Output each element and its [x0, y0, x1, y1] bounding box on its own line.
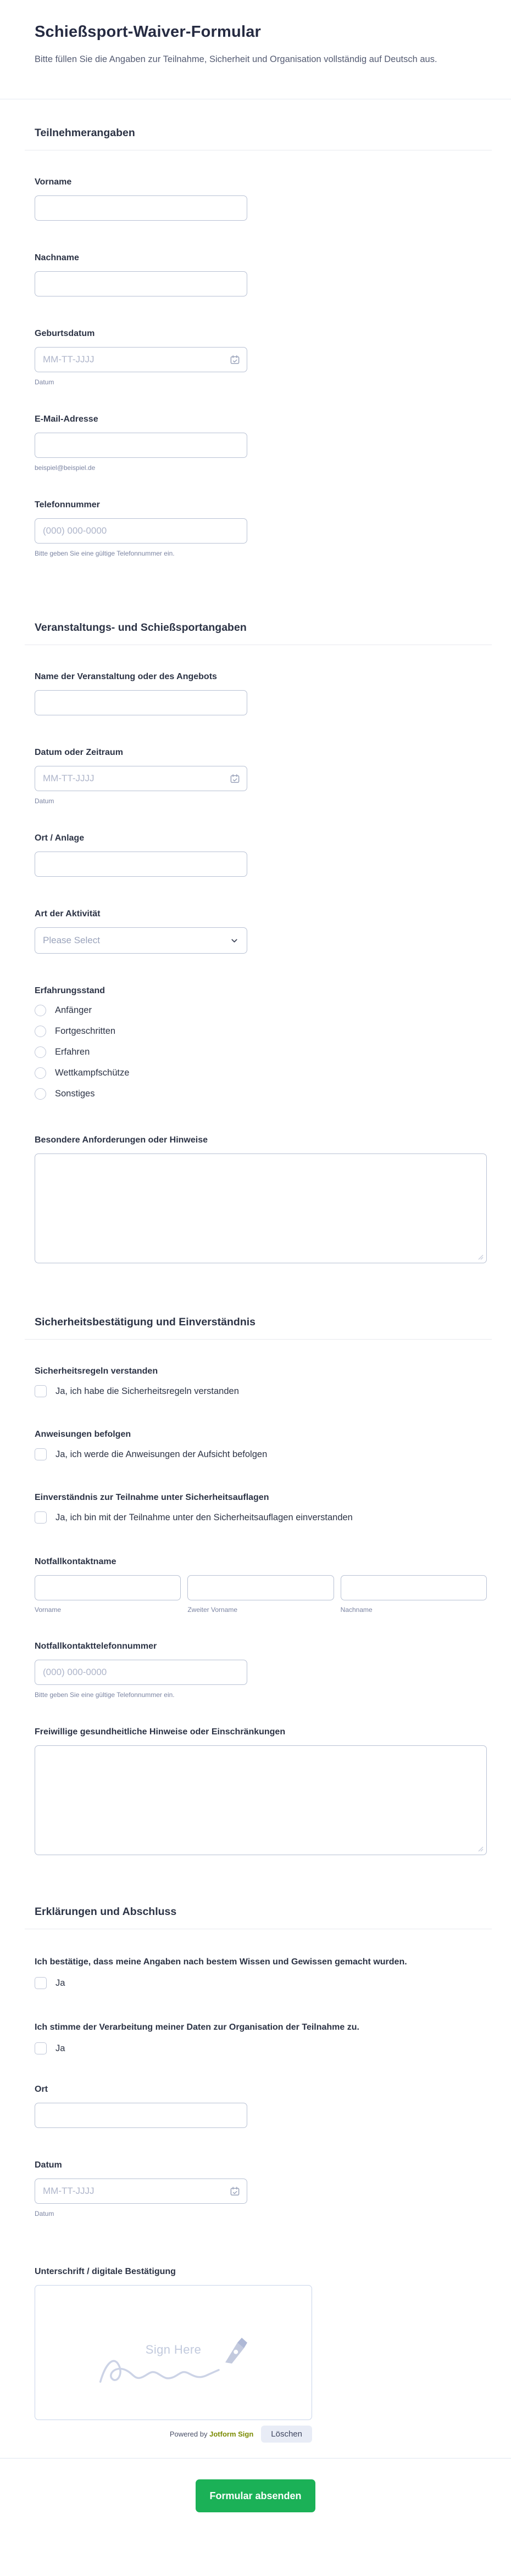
checkbox-label: Ja, ich bin mit der Teilnahme unter den Sicherheitsauflagen einverstanden — [55, 1513, 353, 1522]
field-email — [35, 413, 476, 472]
field-label: Notfallkontaktname — [35, 1557, 116, 1566]
calendar-icon[interactable] — [223, 2179, 247, 2203]
field-datenverarbeitung — [35, 2020, 476, 2054]
field-unterschrift — [35, 2265, 476, 2443]
resize-handle[interactable] — [477, 1254, 484, 1260]
checkbox-label: Ja, ich habe die Sicherheitsregeln verstanden — [55, 1386, 239, 1396]
field-label: Ich bestätige, dass meine Angaben nach bestem Wissen und Gewissen gemacht wurden. — [35, 1957, 407, 1967]
checkbox-option-regeln[interactable] — [35, 1385, 476, 1397]
field-anweisungen — [35, 1428, 476, 1460]
form-header — [0, 0, 511, 99]
field-label: Datum — [35, 2160, 62, 2170]
pen-icon — [221, 2336, 249, 2367]
field-label: Ort — [35, 2085, 48, 2094]
field-label: Vorname — [35, 177, 72, 187]
field-label: Telefonnummer — [35, 500, 100, 509]
field-sublabel: Datum — [35, 797, 54, 805]
checkbox-label: Ja, ich werde die Anweisungen der Aufsicht befolgen — [55, 1449, 268, 1459]
submit-button[interactable]: Formular absenden — [196, 2479, 315, 2512]
field-sublabel: Datum — [35, 378, 54, 386]
field-label: Unterschrift / digitale Bestätigung — [35, 2267, 176, 2276]
checkbox[interactable] — [35, 1448, 47, 1460]
field-sublabel: Bitte geben Sie eine gültige Telefonnummer ein. — [35, 1691, 175, 1699]
radio-label: Anfänger — [55, 1005, 92, 1015]
emergency-phone-input[interactable] — [35, 1660, 247, 1685]
field-label: Notfallkontakttelefonnummer — [35, 1642, 157, 1651]
calendar-icon[interactable] — [223, 766, 247, 791]
checkbox-option-datenverarbeitung[interactable] — [35, 2042, 476, 2054]
field-geburtsdatum — [35, 327, 476, 387]
field-label: Nachname — [35, 253, 79, 262]
event-name-input[interactable] — [35, 690, 247, 715]
field-sublabel: Vorname — [35, 1606, 62, 1614]
phone-input[interactable] — [35, 518, 247, 544]
field-gesundheit — [35, 1726, 476, 1855]
field-label: Datum oder Zeitraum — [35, 748, 123, 757]
checkbox-option-einverstaendnis[interactable] — [35, 1511, 476, 1524]
nachname-input[interactable] — [35, 271, 247, 296]
section-heading-veranstaltung: Veranstaltungs- und Schießsportangaben — [35, 621, 247, 634]
checkbox[interactable] — [35, 1511, 47, 1524]
field-label: Art der Aktivität — [35, 909, 101, 919]
radio-option-sonstiges[interactable] — [35, 1088, 476, 1100]
section-heading-abschluss: Erklärungen und Abschluss — [35, 1906, 177, 1918]
field-sublabel: Nachname — [340, 1606, 373, 1614]
checkbox-label: Ja — [55, 2043, 65, 2053]
field-sublabel: Zweiter Vorname — [187, 1606, 238, 1614]
powered-by-text: Powered by Jotform Sign — [169, 2430, 254, 2438]
radio-label: Erfahren — [55, 1047, 90, 1057]
field-label: Erfahrungsstand — [35, 986, 105, 995]
location-input[interactable] — [35, 852, 247, 877]
field-label: Ort / Anlage — [35, 833, 85, 843]
field-label: Ich stimme der Verarbeitung meiner Daten zur Organisation der Teilnahme zu. — [35, 2023, 359, 2032]
radio-button[interactable] — [35, 1067, 46, 1079]
field-notfallkontaktname — [35, 1555, 476, 1614]
field-anforderungen — [35, 1134, 476, 1263]
notes-textarea[interactable] — [35, 1154, 486, 1263]
field-label: Freiwillige gesundheitliche Hinweise oder Einschränkungen — [35, 1727, 286, 1737]
radio-label: Wettkampfschütze — [55, 1068, 130, 1078]
event-date-input[interactable] — [35, 766, 247, 791]
checkbox-option-anweisungen[interactable] — [35, 1448, 476, 1460]
radio-option-erfahren[interactable] — [35, 1046, 476, 1058]
field-datum-zeitraum — [35, 746, 476, 805]
field-telefonnummer — [35, 499, 476, 558]
field-vorname — [35, 176, 476, 221]
jotform-sign-brand: Jotform Sign — [209, 2430, 254, 2438]
resize-handle[interactable] — [477, 1846, 484, 1852]
signature-squiggle-icon — [90, 2349, 227, 2388]
field-sublabel: Datum — [35, 2210, 54, 2217]
footer-divider — [0, 2458, 511, 2459]
field-label: Sicherheitsregeln verstanden — [35, 1367, 158, 1376]
field-aktivitaet — [35, 908, 476, 954]
sign-here-label: Sign Here — [145, 2343, 202, 2356]
radio-group — [35, 1004, 476, 1100]
radio-button[interactable] — [35, 1005, 46, 1016]
radio-button[interactable] — [35, 1046, 46, 1058]
field-sublabel: Bitte geben Sie eine gültige Telefonnummer ein. — [35, 550, 175, 557]
field-einverstaendnis — [35, 1491, 476, 1524]
ort-input[interactable] — [35, 2103, 247, 2128]
radio-label: Fortgeschritten — [55, 1026, 116, 1036]
section-heading-sicherheit: Sicherheitsbestätigung und Einverständnis — [35, 1316, 256, 1328]
field-nachname — [35, 251, 476, 296]
signature-clear-button[interactable]: Löschen — [261, 2426, 312, 2443]
radio-label: Sonstiges — [55, 1089, 95, 1099]
radio-option-wettkampfschuetze[interactable] — [35, 1067, 476, 1079]
checkbox[interactable] — [35, 1977, 47, 1989]
section-divider — [25, 1339, 492, 1340]
field-sublabel: beispiel@beispiel.de — [35, 464, 96, 472]
activity-select[interactable] — [35, 927, 247, 954]
page-title: Schießsport-Waiver-Formular — [35, 23, 262, 41]
emergency-last-name-input[interactable] — [341, 1575, 487, 1600]
field-veranstaltung-name — [35, 670, 476, 715]
field-label: Anweisungen befolgen — [35, 1430, 131, 1439]
field-sicherheitsregeln — [35, 1365, 476, 1397]
geburtsdatum-input[interactable] — [35, 347, 247, 372]
checkbox[interactable] — [35, 2042, 47, 2054]
field-label: Geburtsdatum — [35, 329, 95, 338]
datum-input[interactable] — [35, 2179, 247, 2204]
field-bestaetigung — [35, 1955, 476, 1989]
health-textarea[interactable] — [35, 1746, 486, 1855]
calendar-icon[interactable] — [223, 348, 247, 372]
field-label: Name der Veranstaltung oder des Angebots — [35, 672, 217, 681]
radio-option-fortgeschritten[interactable] — [35, 1025, 476, 1037]
chevron-down-icon — [230, 936, 239, 945]
emergency-middle-name-input[interactable] — [187, 1575, 334, 1600]
field-ort-anlage — [35, 832, 476, 877]
signature-footer — [35, 2426, 312, 2443]
radio-button[interactable] — [35, 1026, 46, 1037]
radio-button[interactable] — [35, 1088, 46, 1100]
signature-pad[interactable] — [35, 2285, 312, 2420]
field-ort — [35, 2083, 476, 2128]
checkbox-label: Ja — [55, 1978, 65, 1988]
email-input[interactable] — [35, 433, 247, 458]
vorname-input[interactable] — [35, 195, 247, 221]
section-heading-teilnehmer: Teilnehmerangaben — [35, 127, 135, 139]
checkbox-option-bestaetigung[interactable] — [35, 1977, 476, 1989]
select-placeholder: Please Select — [43, 935, 100, 945]
field-label: E-Mail-Adresse — [35, 415, 98, 424]
field-label: Einverständnis zur Teilnahme unter Sicherheitsauflagen — [35, 1493, 269, 1502]
field-erfahrungsstand — [35, 984, 476, 1100]
field-datum — [35, 2159, 476, 2218]
field-notfalltelefon — [35, 1640, 476, 1699]
form-subtitle: Bitte füllen Sie die Angaben zur Teilnahme, Sicherheit und Organisation vollständig auf Deutsch aus. — [35, 54, 437, 64]
checkbox[interactable] — [35, 1385, 47, 1397]
emergency-first-name-input[interactable] — [35, 1575, 181, 1600]
radio-option-anfaenger[interactable] — [35, 1004, 476, 1016]
field-label: Besondere Anforderungen oder Hinweise — [35, 1135, 208, 1145]
